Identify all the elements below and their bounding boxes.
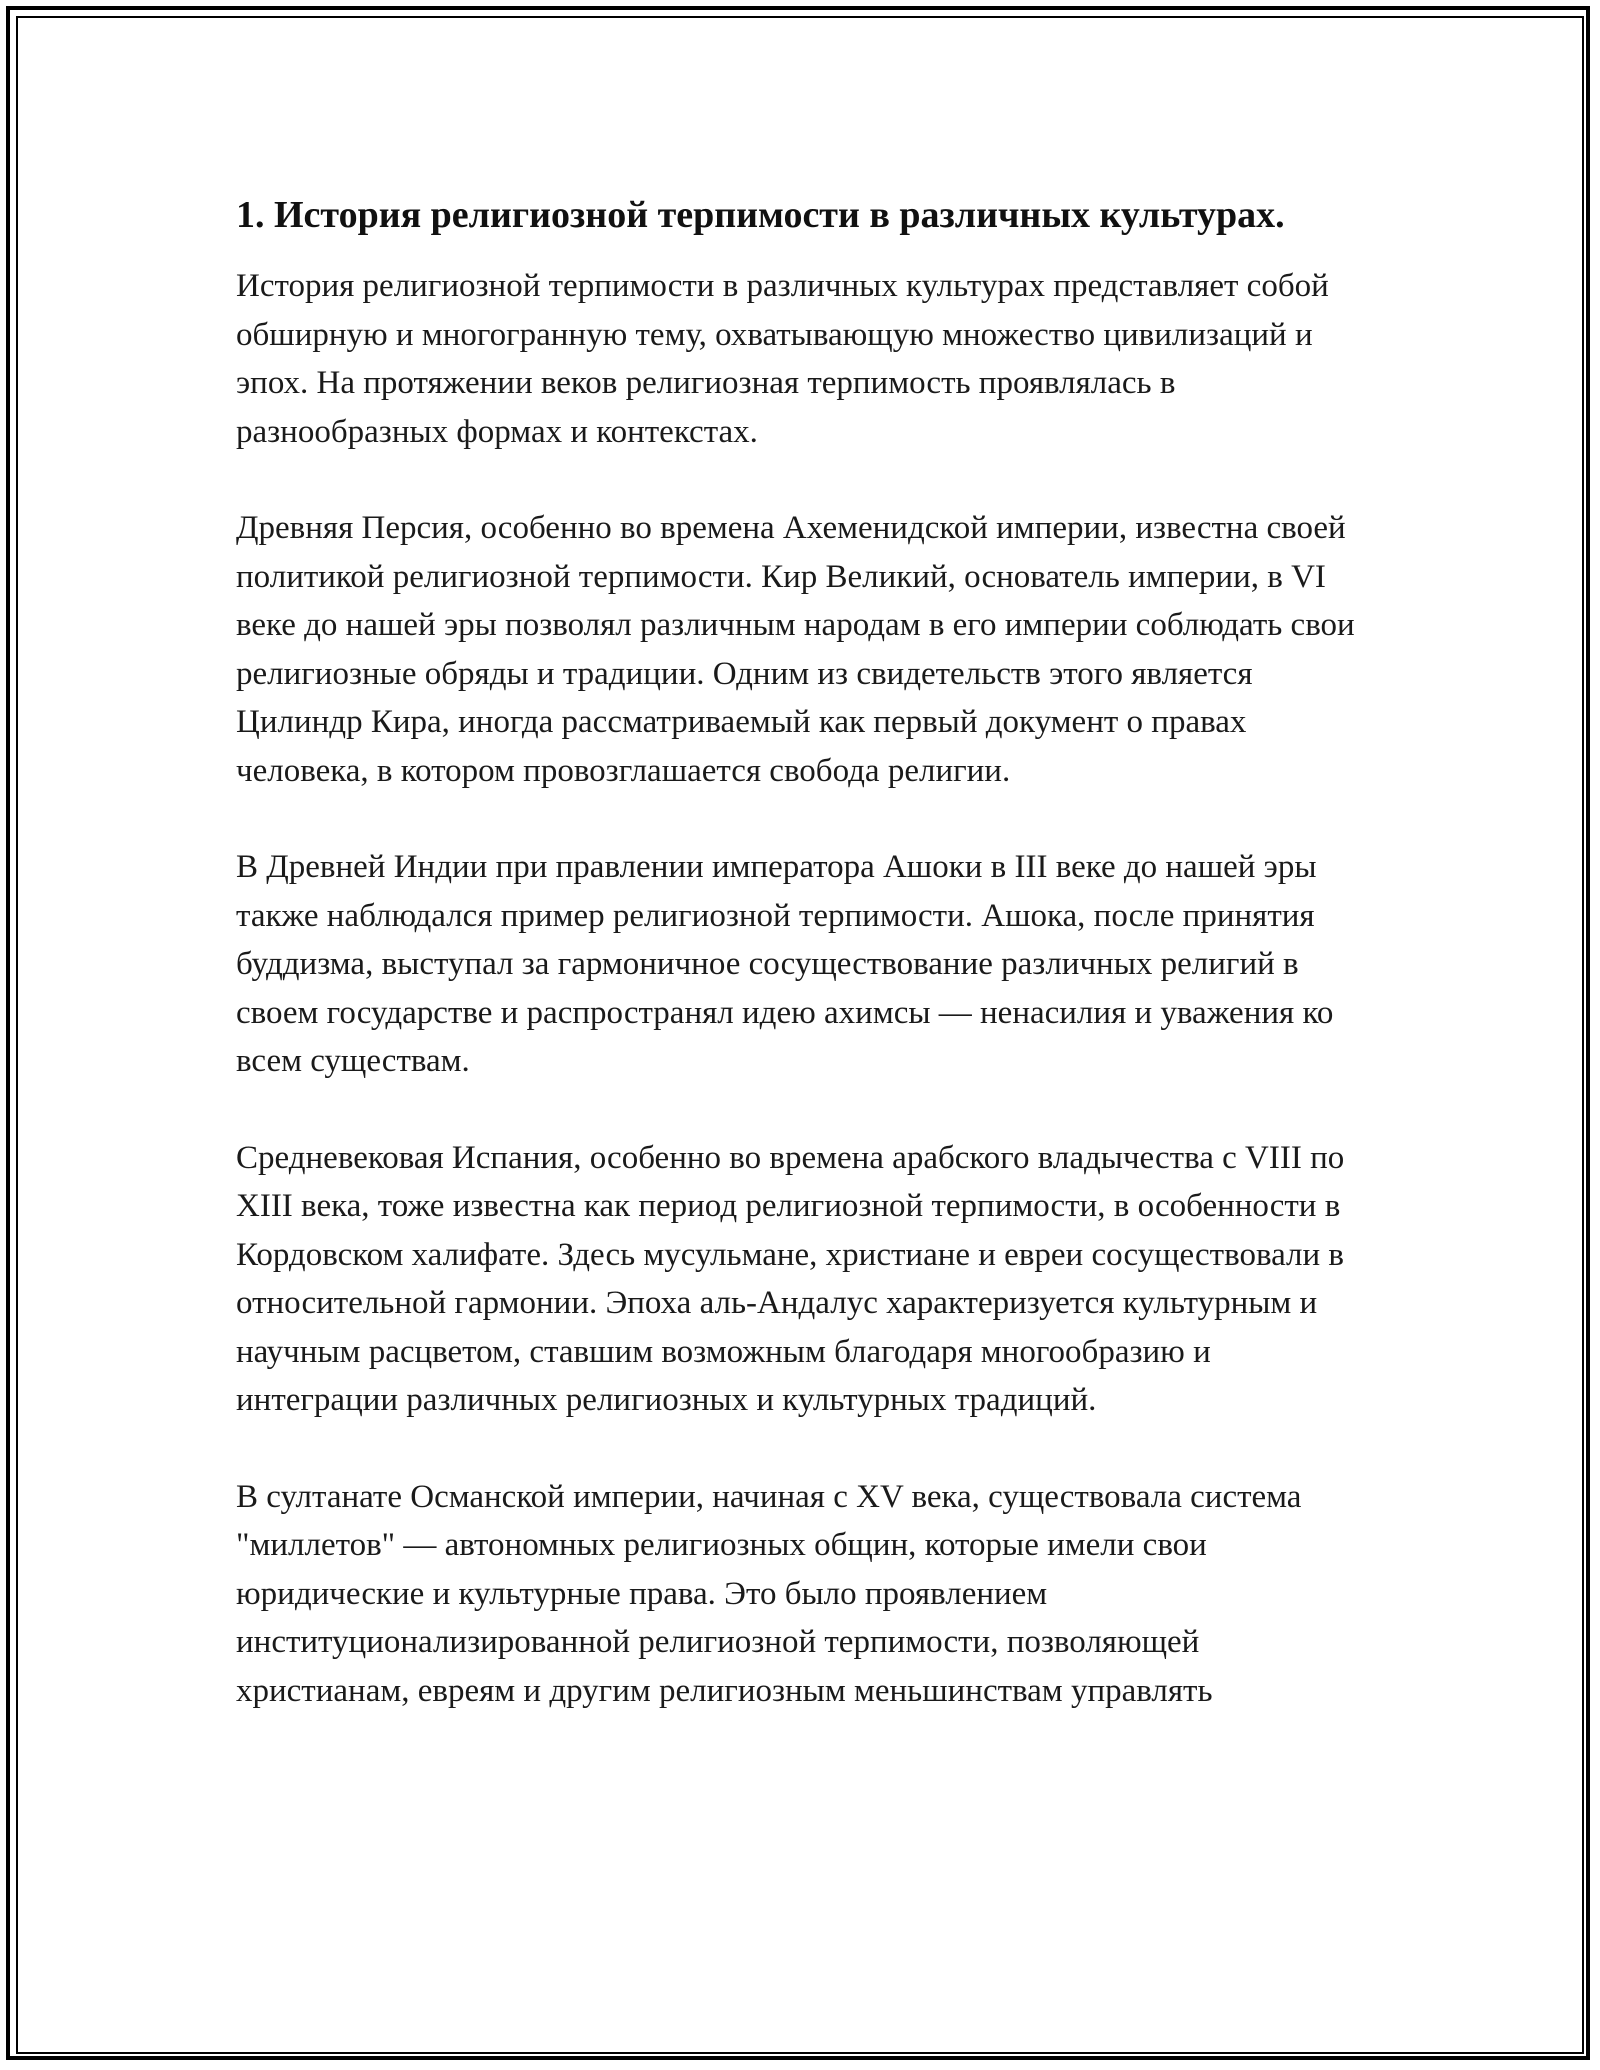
paragraph-ottoman: В султанате Османской империи, начиная с XV века, существовала система "миллетов" — автономных религиозных общин, которые имели свои юридические и культурные права. Это было проявлением институционализированной религиозной терпимости, позволяющей христианам, евреям и другим религиозным меньшинствам управлять: [236, 1478, 1302, 1709]
paragraph-spain: Средневековая Испания, особенно во времена арабского владычества с VIII по XIII века, тоже известна как период религиозной терпимости, в особенности в Кордовском халифате. Здесь мусульмане, христиане и евреи сосуществовали в относительной гармонии. Эпоха аль-Андалус характеризуется культурным и научным расцветом, ставшим возможным благодаря многообразию и интеграции различных религиозных и культурных традиций.: [236, 1139, 1345, 1418]
paragraph-persia: Древняя Персия, особенно во времена Ахеменидской империи, известна своей политикой религиозной терпимости. Кир Великий, основатель империи, в VI веке до нашей эры позволял различным народам в его империи соблюдать свои религиозные обряды и традиции. Одним из свидетельств этого является Цилиндр Кира, иногда рассматриваемый как первый документ о правах человека, в котором провозглашается свобода религии.: [236, 510, 1355, 789]
paragraph-intro: История религиозной терпимости в различных культурах представляет собой обширную и многогранную тему, охватывающую множество цивилизаций и эпох. На протяжении веков религиозная терпимость проявлялась в разнообразных формах и контекстах.: [236, 268, 1329, 450]
paragraph-india: В Древней Индии при правлении императора Ашоки в III веке до нашей эры также наблюдался пример религиозной терпимости. Ашока, после принятия буддизма, выступал за гармоничное сосуществование различных религий в своем государстве и распространял идею ахимсы — ненасилия и уважения ко всем существам.: [236, 849, 1334, 1079]
section-heading: 1. История религиозной терпимости в различных культурах.: [236, 194, 1285, 236]
document-page: [236, 188, 1376, 1763]
